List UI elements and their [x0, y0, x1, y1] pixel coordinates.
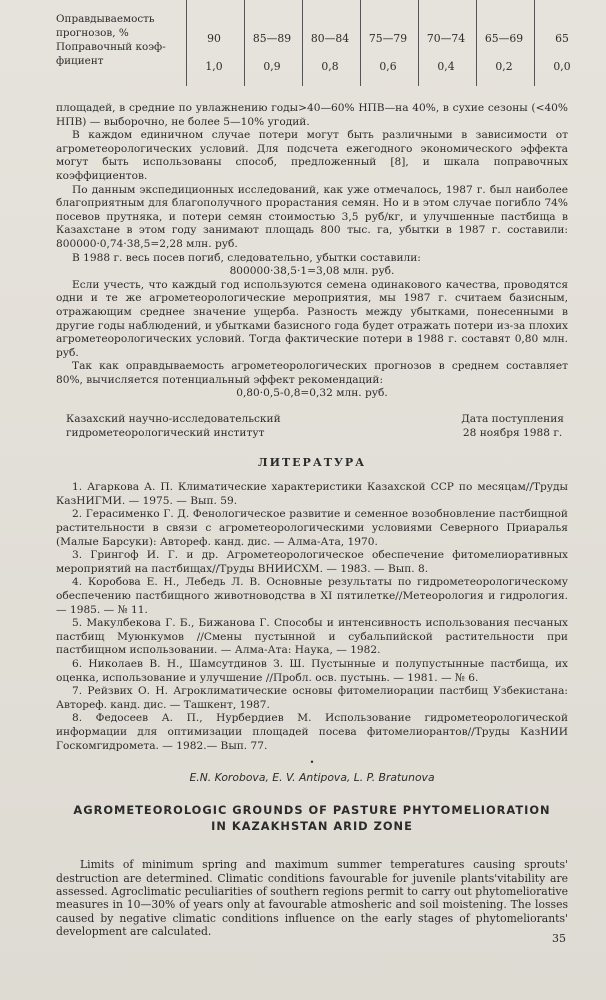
table-cell: 65 [555, 32, 569, 45]
table-cell: 65—69 [484, 32, 524, 45]
table-cell: 0,6 [379, 60, 397, 73]
paragraph: В 1988 г. весь посев погиб, следовательно, убытки составили: [72, 251, 421, 264]
label-coef-line1: Поправочный коэф- [56, 41, 166, 53]
table-cell: 0,9 [263, 60, 281, 73]
reference-list [56, 481, 568, 753]
reference-item: 7. Рейзвих О. Н. Агроклиматические основы фитомелиорации пастбищ Узбекистана: Автореф. канд. дис. — Ташкент, 1987. [56, 685, 568, 711]
paragraph: площадей, в средние по увлажнению годы>40—60% НПВ—на 40%, в сухие сезоны (<40% НПВ) — выборочно, не более 5—10% угодий. [56, 102, 568, 128]
english-authors: E.N. Korobova, E. V. Antipova, L. P. Bratunova [189, 771, 435, 785]
table-cell: 1,0 [205, 60, 223, 73]
received-label: Дата поступления [461, 413, 564, 426]
label-accuracy-line2: прогнозов, % [56, 27, 129, 39]
main-text [56, 102, 568, 401]
paragraph: Если учесть, что каждый год используются семена одинакового качества, проводятся одни и те же агрометеорологические мероприятия, мы 1987 г. считаем базисным, отражающим среднее значение ущерба. Разность между убытками, понесенными в другие годы наблюдений, и убытками базисного года будет отражать потери из-за плохих агрометеорологических условий. Тогда фактические потери в 1988 г. составят 0,80 млн. руб. [56, 278, 568, 359]
table-cell: 0,0 [553, 60, 571, 73]
table-cell: 0,2 [495, 60, 513, 73]
table-cell: 0,8 [321, 60, 339, 73]
reference-item: 3. Грингоф И. Г. и др. Агрометеорологическое обеспечение фитомелиоративных мероприятий на пастбищах//Труды ВНИИСХМ. — 1983. — Вып. 8. [56, 549, 568, 575]
reference-item: 1. Агаркова А. П. Климатические характеристики Казахской ССР по месяцам//Труды КазНИГМИ. — 1975. — Вып. 59. [56, 481, 568, 507]
paragraph: Так как оправдываемость агрометеорологических прогнозов в среднем составляет 80%, вычисляется потенциальный эффект рекомендаций: [56, 360, 568, 386]
table-cell: 75—79 [368, 32, 408, 45]
reference-item: 6. Николаев В. Н., Шамсутдинов З. Ш. Пустынные и полупустынные пастбища, их оценка, использование и улучшение //Пробл. осв. пустынь. — 1981. — № 6. [56, 657, 568, 684]
reference-item: 5. Макулбекова Г. Б., Бижанова Г. Способы и интенсивность использования песчаных пастбищ Муюнкумов //Смены пустынной и субальпийской растительности при пастбищном использовании. — Алма-Ата: Наука, — 1982. [56, 617, 568, 657]
separator-dot: • [309, 758, 315, 768]
forecast-correction-table [56, 0, 571, 88]
page-number: 35 [552, 932, 566, 945]
english-abstract: Limits of minimum spring and maximum summer temperatures causing sprouts' destruction are determined. Climatic conditions favourable for juvenile plants'vitability are assessed. Agroclimatic peculiarities of southern regions permit to carry out phytomeliorative measures in 10—30% of years only at favourable atmosheric and soil moistening. The losses caused by negative climatic conditions influence on the early stages of phytomeliorants' development are calculated. [56, 858, 568, 939]
reference-item: 4. Коробова Е. Н., Лебедь Л. В. Основные результаты по гидрометеорологическому обеспечению пастбищного животноводства в XI пятилетке//Метеорология и гидрология. — 1985. — № 11. [56, 576, 568, 616]
english-title [56, 802, 568, 834]
english-title-line: IN KAZAKHSTAN ARID ZONE [211, 819, 413, 834]
formula: 0,80·0,5-0,8=0,32 млн. руб. [236, 387, 388, 400]
english-title-line: AGROMETEOROLOGIC GROUNDS OF PASTURE PHYTOMELIORATION [73, 803, 551, 818]
paragraph: В каждом единичном случае потери могут быть различными в зависимости от агрометеорологических условий. Для подсчета ежегодного экономического эффекта могут быть использованы способ, предложенный [8], и шкала поправочных коэффициентов. [56, 129, 568, 182]
institution-line: Казахский научно-исследовательский [66, 413, 281, 426]
reference-item: 2. Герасименко Г. Д. Фенологическое развитие и семенное возобновление пастбищной растительности в связи с агрометеорологическими условиями Северного Приаралья (Малые Барсуки): Автореф. канд. дис. — Алма-Ата, 1970. [56, 508, 568, 548]
literature-heading: ЛИТЕРАТУРА [257, 456, 367, 470]
institution [56, 413, 281, 440]
label-coef-line2: фициент [56, 55, 104, 67]
table-row-labels [56, 12, 184, 68]
received-date [461, 413, 568, 440]
paragraph: По данным экспедиционных исследований, как уже отмечалось, 1987 г. был наиболее благоприятным для благополучного прорастания семян. Но и в этом случае погибло 74% посевов прутняка, и потери семян стоимостью 3,5 руб/кг, и улучшенные пастбища в Казахстане в этом году занимают площадь 800 тыс. га, убытки в 1987 г. составили: 800000·0,74·38,5=2,28 млн. руб. [56, 183, 568, 250]
table-cell: 70—74 [426, 32, 466, 45]
label-accuracy-line1: Оправдываемость [56, 13, 155, 25]
received-value: 28 ноября 1988 г. [462, 426, 563, 439]
table-cell: 0,4 [437, 60, 455, 73]
formula: 800000·38,5·1=3,08 млн. руб. [229, 265, 395, 278]
table-cell: 90 [207, 32, 221, 45]
table-cell: 85—89 [252, 32, 292, 45]
table-cell: 80—84 [310, 32, 350, 45]
affiliation-block [56, 413, 568, 440]
reference-item: 8. Федосеев А. П., Нурбердиев М. Использование гидрометеорологической информации для оптимизации площадей посева фитомелиорантов//Труды КазНИИ Госкомгидромета. — 1982.— Вып. 77. [56, 712, 568, 752]
institution-line: гидрометеорологический институт [66, 426, 265, 439]
